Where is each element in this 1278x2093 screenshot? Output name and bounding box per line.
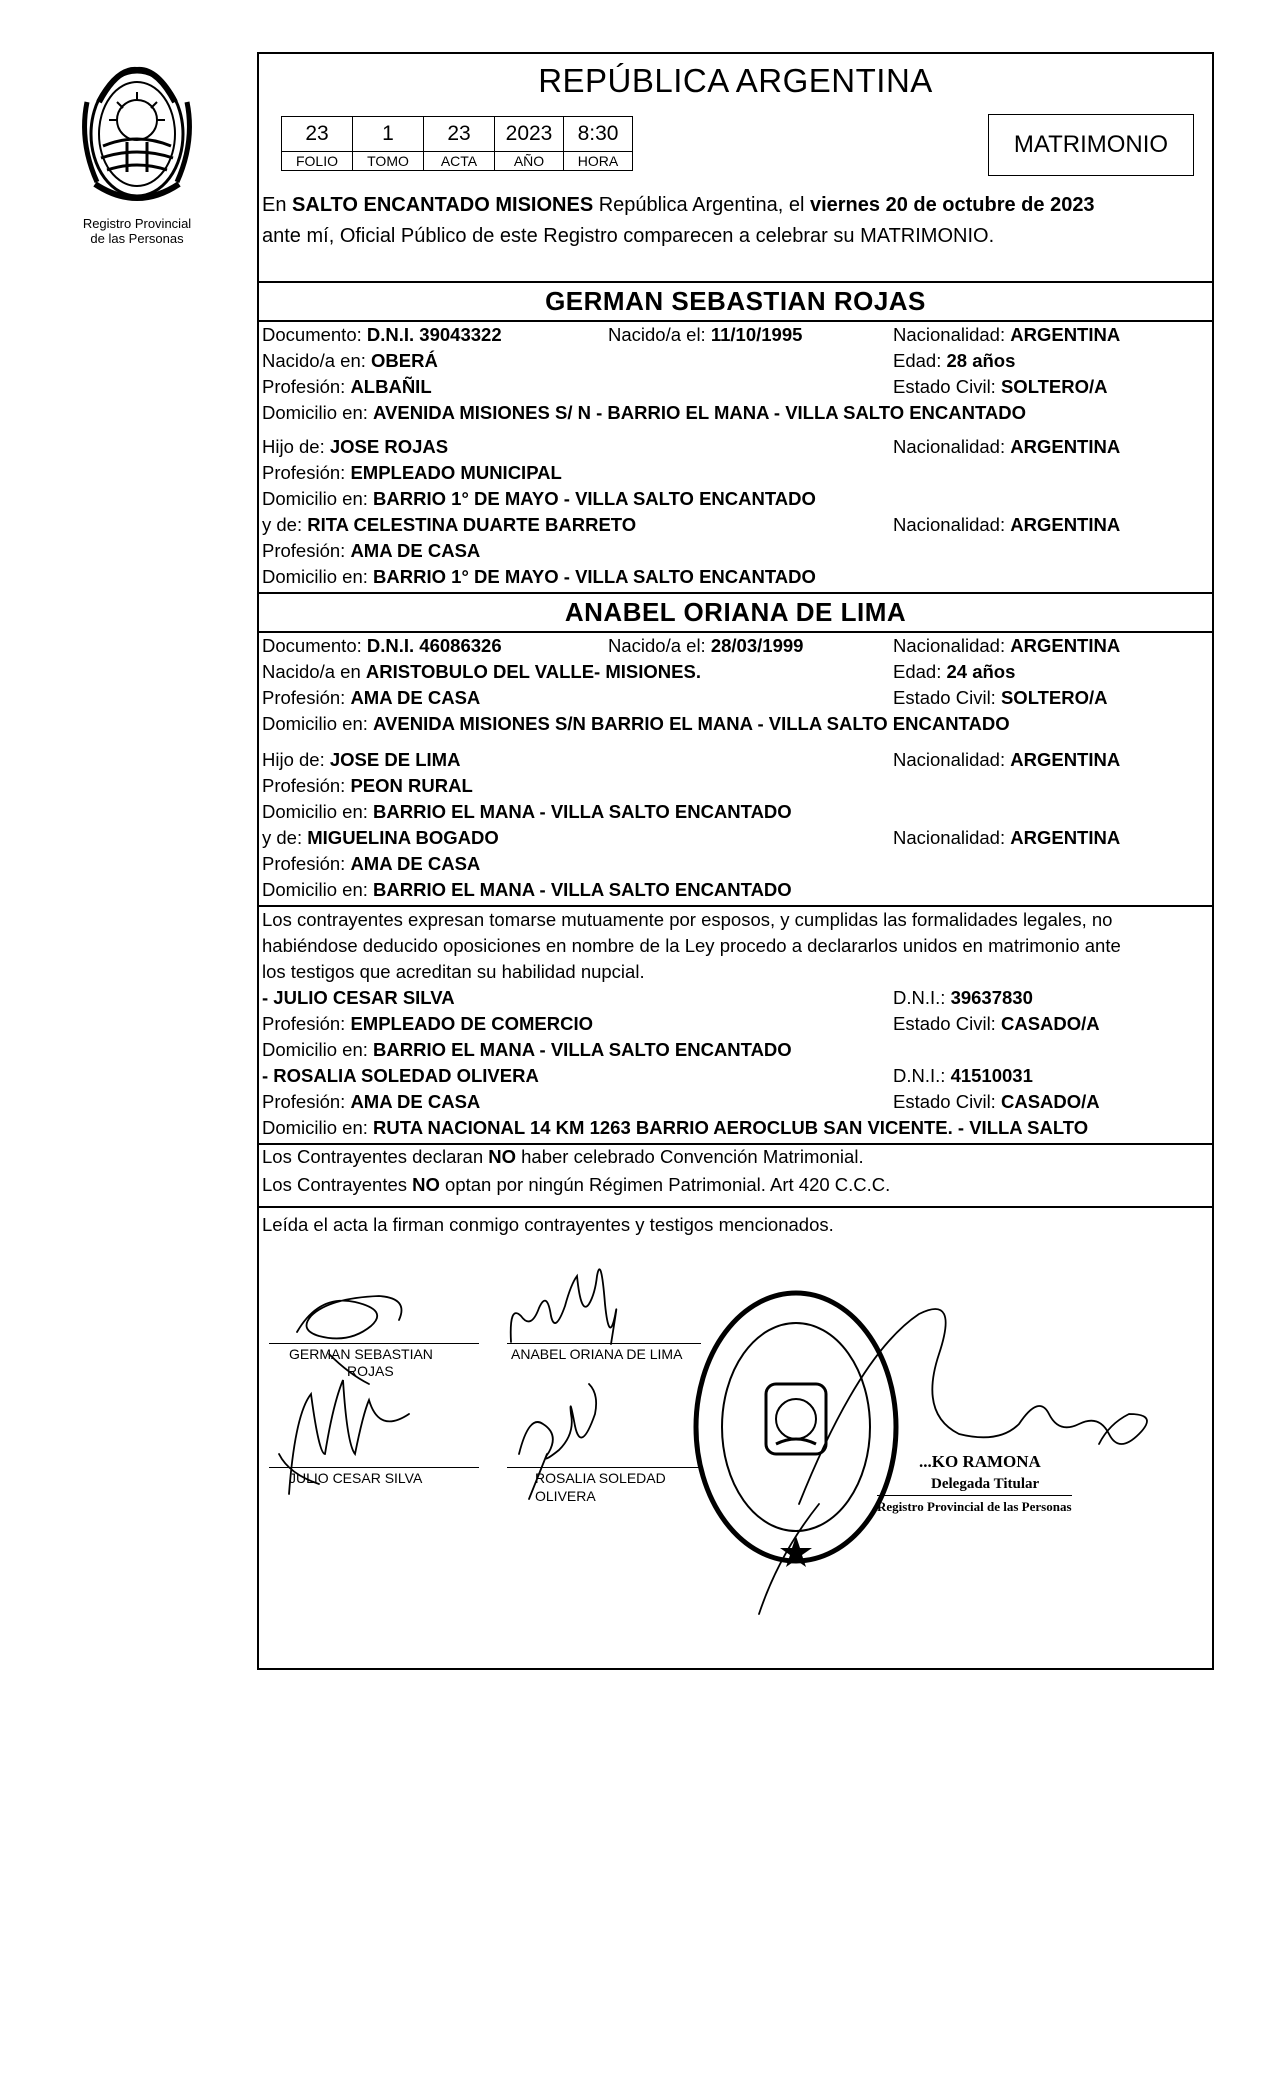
- witness2-profession-row: [262, 1089, 1208, 1115]
- bride-nationality: ARGENTINA: [1010, 635, 1121, 656]
- witness2-address: RUTA NACIONAL 14 KM 1263 BARRIO AEROCLUB SAN VICENTE. - VILLA SALTO: [373, 1117, 1089, 1138]
- witness2-signature-label-1: ROSALIA SOLEDAD: [535, 1470, 666, 1486]
- bride-mother-name: MIGUELINA BOGADO: [307, 827, 499, 848]
- certificate-frame: [257, 52, 1214, 1670]
- label: Nacionalidad:: [893, 749, 1011, 770]
- label: Documento:: [262, 324, 367, 345]
- intro-text-2: República Argentina, el: [593, 194, 810, 216]
- groom-father-row: [262, 434, 1208, 460]
- witness1-address: BARRIO EL MANA - VILLA SALTO ENCANTADO: [373, 1039, 792, 1060]
- label: Profesión:: [262, 540, 351, 561]
- witness1-signature-label: JULIO CESAR SILVA: [289, 1470, 423, 1486]
- bride-father-row: [262, 747, 1208, 773]
- bride-birthplace: ARISTOBULO DEL VALLE- MISIONES.: [365, 661, 701, 682]
- intro-date: viernes 20 de octubre de 2023: [809, 194, 1095, 216]
- year-value: 2023: [495, 117, 564, 152]
- groom-father-address: BARRIO 1° DE MAYO - VILLA SALTO ENCANTADO: [373, 488, 816, 509]
- province-emblem-icon: [77, 62, 197, 212]
- bride-birthdate: 28/03/1999: [710, 635, 804, 656]
- regime-text: haber celebrado Convención Matrimonial.: [516, 1146, 864, 1167]
- witness1-profession-row: [262, 1011, 1208, 1037]
- regime-text: optan por ningún Régimen Patrimonial. Art 420 C.C.C.: [439, 1174, 891, 1195]
- bride-father-address: BARRIO EL MANA - VILLA SALTO ENCANTADO: [373, 801, 792, 822]
- groom-name: GERMAN SEBASTIAN ROJAS: [545, 286, 926, 316]
- document-title: REPÚBLICA ARGENTINA: [538, 62, 933, 99]
- registry-caption: [62, 216, 212, 246]
- groom-signature-label-2: ROJAS: [347, 1363, 394, 1379]
- groom-row-profession: [262, 374, 1208, 400]
- label: Hijo de:: [262, 436, 330, 457]
- witness2-signature-label-2: OLIVERA: [535, 1488, 596, 1504]
- groom-nationality: ARGENTINA: [1010, 324, 1121, 345]
- label: Domicilio en:: [262, 402, 374, 423]
- groom-profession: ALBAÑIL: [350, 376, 432, 397]
- bride-name: ANABEL ORIANA DE LIMA: [564, 597, 907, 627]
- groom-mother-nationality: ARGENTINA: [1010, 514, 1121, 535]
- signature-line: [507, 1467, 701, 1468]
- groom-mother-row: [262, 512, 1208, 538]
- bride-signature-icon: [511, 1269, 617, 1344]
- label: Edad:: [893, 350, 947, 371]
- bride-row-birthplace: [262, 659, 1208, 685]
- label: Nacido/a el:: [608, 635, 711, 656]
- label: Profesión:: [262, 462, 351, 483]
- groom-father-address-row: [262, 486, 1208, 512]
- label: Estado Civil:: [893, 687, 1001, 708]
- regime-text: Los Contrayentes declaran: [262, 1146, 489, 1167]
- witness1-row: [262, 985, 1208, 1011]
- label: Domicilio en:: [262, 1039, 374, 1060]
- groom-document: D.N.I. 39043322: [366, 324, 502, 345]
- bride-signature-label: ANABEL ORIANA DE LIMA: [511, 1346, 683, 1362]
- label: Nacido/a en:: [262, 350, 372, 371]
- year-label: AÑO: [495, 152, 564, 171]
- witness1-address-row: [262, 1037, 1208, 1063]
- divider: [259, 1206, 1212, 1208]
- label: Domicilio en:: [262, 566, 374, 587]
- groom-row-birthplace: [262, 348, 1208, 374]
- groom-mother-name: RITA CELESTINA DUARTE BARRETO: [307, 514, 637, 535]
- label: Profesión:: [262, 1091, 351, 1112]
- declaration-paragraph: [262, 907, 1208, 985]
- groom-birthplace: OBERÁ: [371, 350, 438, 371]
- label: Nacionalidad:: [893, 324, 1011, 345]
- acta-label: ACTA: [424, 152, 495, 171]
- registry-caption-line2: de las Personas: [90, 231, 184, 246]
- label: Domicilio en:: [262, 713, 374, 734]
- label: Profesión:: [262, 775, 351, 796]
- witness1-name: - JULIO CESAR SILVA: [262, 987, 455, 1008]
- witness2-row: [262, 1063, 1208, 1089]
- registry-caption-line1: Registro Provincial: [82, 216, 192, 231]
- label: y de:: [262, 827, 308, 848]
- intro-text-1: En: [262, 194, 293, 216]
- groom-address: AVENIDA MISIONES S/ N - BARRIO EL MANA - VILLA SALTO ENCANTADO: [373, 402, 1027, 423]
- witness2-civil-status: CASADO/A: [1000, 1091, 1100, 1112]
- groom-father-nationality: ARGENTINA: [1010, 436, 1121, 457]
- groom-signature-label-1: GERMAN SEBASTIAN: [289, 1346, 433, 1362]
- regime-text: Los Contrayentes: [262, 1174, 413, 1195]
- bride-document: D.N.I. 46086326: [366, 635, 502, 656]
- signature-line: [507, 1343, 701, 1344]
- document-type-box: MATRIMONIO: [988, 114, 1194, 176]
- record-header-table: [281, 116, 633, 171]
- regime-no: NO: [412, 1174, 440, 1195]
- bride-age: 24 años: [946, 661, 1016, 682]
- groom-row-document: [262, 322, 1208, 348]
- declaration-line-3: los testigos que acreditan su habilidad nupcial.: [262, 961, 645, 982]
- signature-line: [269, 1343, 479, 1344]
- acta-value: 23: [424, 117, 495, 152]
- groom-mother-address-row: [262, 564, 1208, 590]
- regime-no: NO: [488, 1146, 516, 1167]
- label: Profesión:: [262, 1013, 351, 1034]
- witness2-name: - ROSALIA SOLEDAD OLIVERA: [262, 1065, 539, 1086]
- official-name: ...KO RAMONA: [919, 1452, 1041, 1471]
- label: Domicilio en:: [262, 801, 374, 822]
- bride-mother-nationality: ARGENTINA: [1010, 827, 1121, 848]
- regime-line-2: [262, 1172, 1208, 1198]
- witness1-civil-status: CASADO/A: [1000, 1013, 1100, 1034]
- bride-address: AVENIDA MISIONES S/N BARRIO EL MANA - VILLA SALTO ENCANTADO: [373, 713, 1010, 734]
- label: Edad:: [893, 661, 947, 682]
- label: Documento:: [262, 635, 367, 656]
- declaration-line-1: Los contrayentes expresan tomarse mutuamente por esposos, y cumplidas las formalidades legales, no: [262, 909, 1113, 930]
- label: Hijo de:: [262, 749, 330, 770]
- label: Estado Civil:: [893, 376, 1001, 397]
- label: D.N.I.:: [893, 1065, 951, 1086]
- groom-father-profession-row: [262, 460, 1208, 486]
- label: Profesión:: [262, 376, 351, 397]
- bride-row-document: [262, 633, 1208, 659]
- bride-mother-address-row: [262, 877, 1208, 903]
- folio-label: FOLIO: [282, 152, 353, 171]
- bride-mother-profession-row: [262, 851, 1208, 877]
- groom-age: 28 años: [946, 350, 1016, 371]
- bride-father-profession-row: [262, 773, 1208, 799]
- tomo-value: 1: [353, 117, 424, 152]
- divider: [259, 592, 1212, 594]
- witness2-dni: 41510031: [950, 1065, 1033, 1086]
- label: Nacido/a en: [262, 661, 366, 682]
- bride-profession: AMA DE CASA: [350, 687, 481, 708]
- witness1-dni: 39637830: [950, 987, 1033, 1008]
- hour-label: HORA: [564, 152, 633, 171]
- folio-value: 23: [282, 117, 353, 152]
- intro-paragraph: [262, 190, 1208, 252]
- official-organization: Registro Provincial de las Personas: [877, 1495, 1072, 1517]
- label: Estado Civil:: [893, 1013, 1001, 1034]
- closing-line: Leída el acta la firman conmigo contrayentes y testigos mencionados.: [262, 1214, 834, 1235]
- groom-father-profession: EMPLEADO MUNICIPAL: [350, 462, 562, 483]
- intro-place: SALTO ENCANTADO MISIONES: [292, 194, 594, 216]
- registry-seal-icon: [696, 1293, 896, 1567]
- bride-father-nationality: ARGENTINA: [1010, 749, 1121, 770]
- label: y de:: [262, 514, 308, 535]
- label: Domicilio en:: [262, 879, 374, 900]
- groom-father-name: JOSE ROJAS: [329, 436, 449, 457]
- divider: [259, 281, 1212, 283]
- label: Domicilio en:: [262, 488, 374, 509]
- groom-civil-status: SOLTERO/A: [1000, 376, 1108, 397]
- witness2-address-row: [262, 1115, 1208, 1141]
- bride-civil-status: SOLTERO/A: [1000, 687, 1108, 708]
- hour-value: 8:30: [564, 117, 633, 152]
- label: Profesión:: [262, 687, 351, 708]
- official-title: Delegada Titular: [931, 1476, 1040, 1492]
- signature-line: [269, 1467, 479, 1468]
- witness1-profession: EMPLEADO DE COMERCIO: [350, 1013, 594, 1034]
- bride-mother-row: [262, 825, 1208, 851]
- label: Estado Civil:: [893, 1091, 1001, 1112]
- label: Domicilio en:: [262, 1117, 374, 1138]
- label: Nacionalidad:: [893, 827, 1011, 848]
- label: Nacido/a el:: [608, 324, 711, 345]
- declaration-line-2: habiéndose deducido oposiciones en nombre de la Ley procedo a declararlos unidos en matrimonio ante: [262, 935, 1121, 956]
- label: Nacionalidad:: [893, 635, 1011, 656]
- groom-mother-profession-row: [262, 538, 1208, 564]
- bride-father-profession: PEON RURAL: [350, 775, 473, 796]
- label: D.N.I.:: [893, 987, 951, 1008]
- witness2-profession: AMA DE CASA: [350, 1091, 481, 1112]
- bride-row-address: [262, 711, 1208, 737]
- tomo-label: TOMO: [353, 152, 424, 171]
- bride-row-profession: [262, 685, 1208, 711]
- bride-father-name: JOSE DE LIMA: [329, 749, 461, 770]
- groom-birthdate: 11/10/1995: [710, 324, 803, 345]
- label: Nacionalidad:: [893, 436, 1011, 457]
- registry-logo: [62, 62, 212, 246]
- groom-mother-address: BARRIO 1° DE MAYO - VILLA SALTO ENCANTADO: [373, 566, 816, 587]
- label: Nacionalidad:: [893, 514, 1011, 535]
- groom-mother-profession: AMA DE CASA: [350, 540, 481, 561]
- bride-father-address-row: [262, 799, 1208, 825]
- groom-row-address: [262, 400, 1208, 426]
- label: Profesión:: [262, 853, 351, 874]
- regime-line-1: [262, 1144, 1208, 1170]
- intro-line-2: ante mí, Oficial Público de este Registro comparecen a celebrar su MATRIMONIO.: [262, 225, 995, 247]
- bride-mother-address: BARRIO EL MANA - VILLA SALTO ENCANTADO: [373, 879, 792, 900]
- bride-mother-profession: AMA DE CASA: [350, 853, 481, 874]
